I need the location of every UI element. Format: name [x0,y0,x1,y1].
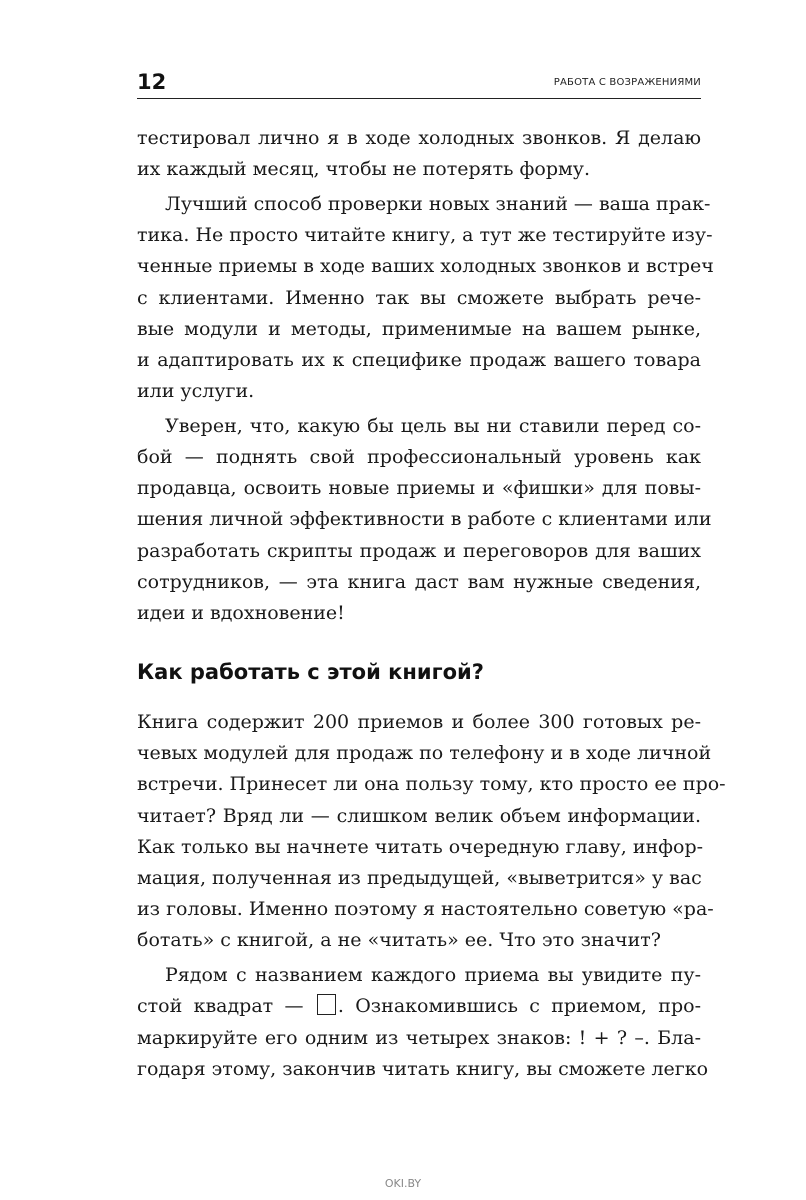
text-line: из головы. Именно поэтому я настоятельно советую «ра- [137,898,714,921]
text-line: шения личной эффективности в работе с клиентами или [137,508,712,531]
text-line: Рядом с названием каждого приема вы увидите пу- [165,964,701,987]
text-line: Книга содержит 200 приемов и более 300 готовых ре- [137,711,701,733]
text-line: продавца, освоить новые приемы и «фишки» для повы- [137,477,701,500]
text-line: тестировал лично я в ходе холодных звонков. Я делаю [137,127,701,149]
text-line: чевых модулей для продаж по телефону и в ходе личной [137,742,712,765]
body-text-bottom [137,707,726,1088]
text-line-with-checkbox [137,991,701,1022]
text-line: и адаптировать их к специфике продаж вашего товара [137,348,701,371]
paragraph [137,707,726,957]
text-line: Как только вы начнете читать очередную главу, инфор- [137,835,704,858]
text-line: разработать скрипты продаж и переговоров для ваших [137,539,701,562]
text-line: ченные приемы в ходе ваших холодных звонков и встреч [137,255,714,278]
text-line: ботать» с книгой, а не «читать» ее. Что это значит? [137,929,661,952]
page-number: 12 [137,70,167,94]
section-title: Как работать с этой книгой? [137,660,484,684]
paragraph [137,189,714,407]
text-line: или услуги. [137,380,255,403]
text-line: читает? Вряд ли — слишком велик объем информации. [137,804,701,827]
text-line: сотрудников, — эта книга даст вам нужные сведения, [137,570,701,593]
paragraph [137,411,712,629]
text-fragment: . Ознакомившись с приемом, про- [337,995,701,1018]
paragraph [137,960,709,1085]
text-line: мация, полученная из предыдущей, «выветрится» у вас [137,867,702,890]
watermark: OKI.BY [384,1177,422,1190]
text-line: годаря этому, закончив читать книгу, вы сможете легко [137,1057,709,1080]
text-line: с клиентами. Именно так вы сможете выбрать рече- [137,286,701,309]
text-line: бой — поднять свой профессиональный уровень как [137,446,701,469]
page-header [137,68,701,99]
paragraph [137,123,701,185]
text-line: Уверен, что, какую бы цель вы ни ставили перед со- [165,414,701,437]
text-line: идеи и вдохновение! [137,602,345,625]
body-text-top [137,123,714,633]
text-line: Лучший способ проверки новых знаний — ваша прак- [165,192,711,215]
text-line: маркируйте его одним из четырех знаков: ! + ? –. Бла- [137,1026,701,1049]
text-fragment: стой квадрат — [137,995,304,1018]
text-line: встречи. Принесет ли она пользу тому, кто просто ее про- [137,773,726,796]
running-head: РАБОТА С ВОЗРАЖЕНИЯМИ [553,77,701,88]
text-line: тика. Не просто читайте книгу, а тут же тестируйте изу- [137,224,713,247]
empty-square-icon [317,994,336,1015]
text-line: их каждый месяц, чтобы не потерять форму. [137,158,591,181]
text-line: вые модули и методы, применимые на вашем рынке, [137,317,701,340]
